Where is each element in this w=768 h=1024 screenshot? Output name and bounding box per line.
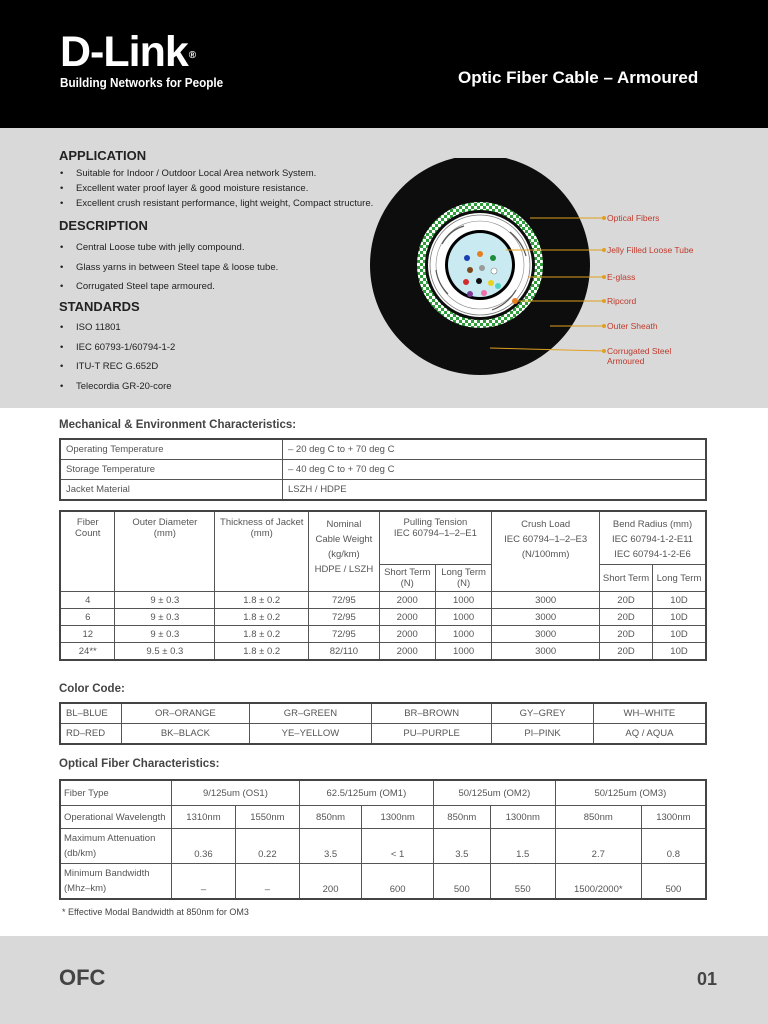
table-cell: BK–BLACK (122, 724, 250, 745)
description-item: • Glass yarns in between Steel tape & loose tube. (59, 258, 278, 278)
table-row (60, 643, 706, 661)
table-cell: – 40 deg C to + 70 deg C (283, 460, 707, 480)
table-cell: 20D (600, 592, 653, 609)
table-cell: 72/95 (309, 626, 379, 643)
table-cell: 20D (600, 643, 653, 661)
standards-item: • ITU-T REC G.652D (59, 357, 175, 377)
color-code-table (59, 702, 707, 745)
description-heading: DESCRIPTION (59, 218, 148, 233)
header-fiber-count: Fiber Count (60, 511, 115, 592)
table-row (60, 724, 706, 745)
description-list (59, 238, 278, 297)
color-code-heading: Color Code: (59, 683, 125, 695)
table-cell: 1300nm (490, 806, 555, 829)
table-cell: 3000 (492, 643, 600, 661)
table-cell: OR–ORANGE (122, 703, 250, 724)
application-item: • Suitable for Indoor / Outdoor Local Area network System. (59, 166, 373, 181)
header-line: IEC 60794-1-2-E6 (614, 549, 691, 560)
table-header-row (60, 511, 706, 565)
header-bend-long: Long Term (653, 565, 707, 592)
mechanical-table (59, 438, 707, 501)
table-cell: 0.22 (235, 829, 299, 864)
header-line: Cable Weight (315, 534, 373, 545)
header-line: Long Term (441, 567, 486, 578)
table-row (60, 703, 706, 724)
table-cell: 2000 (379, 643, 435, 661)
header-jacket (215, 511, 309, 592)
header-line: Short Term (384, 567, 431, 578)
table-cell: 10D (653, 643, 707, 661)
logo-tagline: Building Networks for People (60, 75, 224, 90)
header-line: (mm) (153, 528, 176, 539)
header-line: HDPE / LSZH (314, 564, 374, 575)
table-cell: 6 (60, 609, 115, 626)
application-item: • Excellent water proof layer & good moisture resistance. (59, 181, 373, 196)
label-line: Maximum Attenuation (64, 833, 156, 844)
table-cell: – 20 deg C to + 70 deg C (283, 439, 707, 460)
standards-item: • Telecordia GR-20-core (59, 377, 175, 397)
table-cell: 1500/2000* (555, 864, 641, 900)
table-cell: 72/95 (309, 592, 379, 609)
header-line: Outer Diameter (132, 517, 198, 528)
table-cell: YE–YELLOW (249, 724, 371, 745)
cable-diagram-svg (360, 158, 760, 378)
header-line: IEC 60794-1-2-E11 (611, 534, 694, 545)
header-line: (N/100mm) (521, 549, 570, 560)
table-cell: 1.8 ± 0.2 (215, 592, 309, 609)
table-cell: – (235, 864, 299, 900)
dlink-logo (60, 30, 241, 90)
page-number: 01 (697, 969, 718, 989)
header-short-term (379, 565, 435, 592)
table-cell: 9 ± 0.3 (115, 592, 215, 609)
table-cell: BR–BROWN (372, 703, 492, 724)
table-cell: PU–PURPLE (372, 724, 492, 745)
footer-band (0, 936, 768, 1024)
table-cell: WH–WHITE (593, 703, 706, 724)
wavelength-label: Operational Wavelength (60, 806, 172, 829)
table-cell: 9 ± 0.3 (115, 626, 215, 643)
table-cell: 9.5 ± 0.3 (115, 643, 215, 661)
table-cell: 50/125um (OM3) (555, 780, 706, 806)
table-cell: GR–GREEN (249, 703, 371, 724)
header-crush (492, 511, 600, 592)
table-row (60, 460, 706, 480)
standards-item: • IEC 60793-1/60794-1-2 (59, 338, 175, 358)
optical-heading: Optical Fiber Characteristics: (59, 758, 220, 770)
table-cell: 4 (60, 592, 115, 609)
label-armour (607, 346, 671, 366)
table-cell: 200 (299, 864, 361, 900)
label-armour-line1: Corrugated Steel (607, 346, 672, 356)
footnote: * Effective Modal Bandwidth at 850nm for OM3 (62, 907, 249, 917)
application-list (59, 166, 373, 211)
header-outer-diameter (115, 511, 215, 592)
table-cell: 10D (653, 609, 707, 626)
table-cell: AQ / AQUA (593, 724, 706, 745)
table-cell: GY–GREY (492, 703, 593, 724)
table-cell: 3000 (492, 626, 600, 643)
table-cell: 50/125um (OM2) (433, 780, 555, 806)
table-cell: 12 (60, 626, 115, 643)
label-line: (Mhz–km) (64, 883, 107, 894)
table-cell: Operating Temperature (60, 439, 283, 460)
bandwidth-label (60, 864, 172, 900)
table-row (60, 609, 706, 626)
table-cell: 1300nm (641, 806, 706, 829)
header-line: Thickness of Jacket (220, 517, 304, 528)
footer-product: OFC (59, 965, 106, 990)
application-item: • Excellent crush resistant performance, light weight, Compact structure. (59, 196, 373, 211)
table-row (60, 864, 706, 900)
label-jelly-tube: Jelly Filled Loose Tube (607, 245, 694, 255)
table-cell: 9/125um (OS1) (172, 780, 300, 806)
fiber-type-label: Fiber Type (60, 780, 172, 806)
header-bend (600, 511, 706, 565)
table-cell: 2000 (379, 626, 435, 643)
table-cell: 20D (600, 609, 653, 626)
logo-name: D-Link (60, 28, 188, 76)
table-cell: 0.36 (172, 829, 236, 864)
table-cell: 9 ± 0.3 (115, 609, 215, 626)
table-cell: Jacket Material (60, 480, 283, 501)
table-cell: 1.8 ± 0.2 (215, 643, 309, 661)
table-cell: 850nm (299, 806, 361, 829)
description-item: • Corrugated Steel tape armoured. (59, 277, 278, 297)
cable-specs-table (59, 510, 707, 661)
table-cell: PI–PINK (492, 724, 593, 745)
optical-table (59, 779, 707, 900)
table-cell: 3000 (492, 592, 600, 609)
table-cell: 3000 (492, 609, 600, 626)
registered-mark: ® (188, 50, 196, 61)
table-cell: – (172, 864, 236, 900)
table-cell: 1000 (435, 643, 491, 661)
header-long-term (435, 565, 491, 592)
table-cell: 2000 (379, 592, 435, 609)
table-row (60, 439, 706, 460)
label-line: (db/km) (64, 848, 97, 859)
header-pulling (379, 511, 492, 565)
table-cell: 850nm (433, 806, 490, 829)
table-cell: Storage Temperature (60, 460, 283, 480)
table-cell: 1550nm (235, 806, 299, 829)
header-line: Crush Load (521, 519, 571, 530)
table-cell: 2000 (379, 609, 435, 626)
standards-item: • ISO 11801 (59, 318, 175, 338)
table-cell: 10D (653, 592, 707, 609)
table-row (60, 806, 706, 829)
description-item: • Central Loose tube with jelly compound. (59, 238, 278, 258)
application-heading: APPLICATION (59, 148, 147, 163)
table-cell: 62.5/125um (OM1) (299, 780, 433, 806)
table-cell: 1.8 ± 0.2 (215, 609, 309, 626)
label-line: Minimum Bandwidth (64, 868, 150, 879)
table-cell: 1.5 (490, 829, 555, 864)
table-cell: 1300nm (362, 806, 434, 829)
label-ripcord: Ripcord (607, 296, 637, 306)
header-line: (N) (400, 578, 414, 589)
header-weight (309, 511, 379, 592)
table-row (60, 592, 706, 609)
table-row (60, 780, 706, 806)
table-cell: RD–RED (60, 724, 122, 745)
cable-cross-section (360, 158, 760, 383)
header-line: (mm) (250, 528, 273, 539)
table-cell: 1000 (435, 609, 491, 626)
table-cell: 1.8 ± 0.2 (215, 626, 309, 643)
standards-heading: STANDARDS (59, 299, 140, 314)
header-line: (kg/km) (328, 549, 360, 560)
header-bar (0, 0, 768, 128)
table-cell: 3.5 (299, 829, 361, 864)
table-cell: 500 (641, 864, 706, 900)
header-line: Nominal (326, 519, 362, 530)
table-cell: 2.7 (555, 829, 641, 864)
label-optical-fibers: Optical Fibers (607, 213, 660, 223)
table-cell: 550 (490, 864, 555, 900)
label-eglass: E-glass (607, 272, 636, 282)
table-cell: 72/95 (309, 609, 379, 626)
table-cell: 3.5 (433, 829, 490, 864)
page-title: Optic Fiber Cable – Armoured (458, 68, 699, 87)
table-row (60, 829, 706, 864)
mechanical-heading: Mechanical & Environment Characteristics: (59, 419, 297, 431)
table-cell: 1000 (435, 592, 491, 609)
table-cell: 20D (600, 626, 653, 643)
table-cell: 0.8 (641, 829, 706, 864)
table-cell: 24** (60, 643, 115, 661)
label-armour-line2: Armoured (607, 356, 645, 366)
header-line: IEC 60794–1–2–E1 (393, 528, 477, 539)
header-line: IEC 60794–1–2–E3 (504, 534, 588, 545)
standards-list (59, 318, 175, 396)
table-cell: 10D (653, 626, 707, 643)
table-cell: 600 (362, 864, 434, 900)
header-line: (N) (456, 578, 471, 589)
table-cell: 1310nm (172, 806, 236, 829)
table-cell: 850nm (555, 806, 641, 829)
table-cell: 1000 (435, 626, 491, 643)
header-line: Pulling Tension (403, 517, 468, 528)
attenuation-label (60, 829, 172, 864)
header-line: Bend Radius (mm) (612, 519, 693, 530)
table-row (60, 480, 706, 501)
table-cell: 500 (433, 864, 490, 900)
table-cell: 82/110 (309, 643, 379, 661)
table-cell: BL–BLUE (60, 703, 122, 724)
header-bend-short: Short Term (600, 565, 653, 592)
table-cell: LSZH / HDPE (283, 480, 707, 501)
table-row (60, 626, 706, 643)
label-outer-sheath: Outer Sheath (607, 321, 658, 331)
table-cell: < 1 (362, 829, 434, 864)
